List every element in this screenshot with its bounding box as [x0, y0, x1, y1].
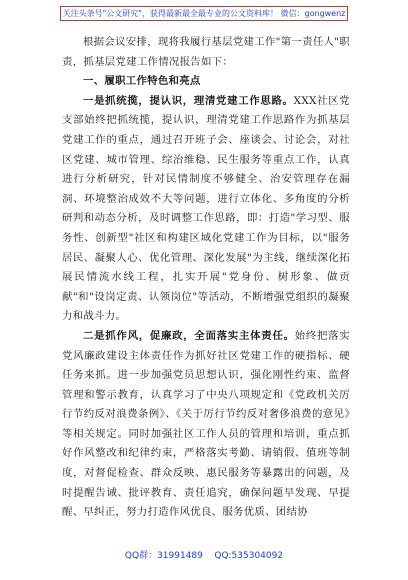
point-two-paragraph: [62, 327, 350, 523]
point-two-body: 始终把落实党风廉政建设主体责任作为抓好社区党建工作的硬指标、硬任务来抓。进一步加强党员思想认识，强化刚性约束、监督管理和警示教育，认真学习了中央八项规定和《党政机关厉行节约反对浪费条例》、《关于厉行节约反对奢侈浪费的意见》等相关规定。同时加强社区工作人员的管理和培训，重点抓好作风整改和纪律约束，严格落实考勤、请销假、值班等制度，对督促检查、群众反映、惠民服务等暴露出的问题，及时提醒告诫、批评教育、责任追究，确保问题早发现、早提醒、早纠正，努力打造作风优良、服务优质、团结协: [62, 329, 350, 519]
point-two-lead: 二是抓作风，促廉政，全面落实主体责任。: [83, 329, 295, 342]
point-one-lead: 一是抓统揽，提认识，理清党建工作思路。: [83, 94, 294, 107]
intro-paragraph: 根据会议安排，现将我履行基层党建工作"第一责任人"职责，抓基层党建工作情况报告如下：: [62, 36, 350, 68]
footer-qq-group: QQ群：31991489: [124, 551, 203, 561]
promo-banner: [60, 6, 348, 21]
footer-qq: QQ:535304092: [214, 551, 284, 561]
document-body: [62, 33, 350, 523]
point-one-body: XXX社区党支部始终把抓统揽，提认识，理清党建工作思路作为抓基层党建工作的重点，通过召开班子会、座谈会、讨论会，对社区党建、城市管理、综治维稳、民生服务等重点工作，认真进行分析研究，针对民情制度不够健全、治安管理存在漏洞、环境整治成效不大等问题，进行立体化、多角度的分析研判和动态分析，及时调整工作思路，即：打造"学习型、服务性、创新型"社区和构建区域化党建工作为目标，以"服务居民、凝聚人心、优化管理、深化发展"为主线，继续深化拓展民情流水线工程，扎实开展"党身份、树形象、做贡献"和"设岗定责、认领岗位"等活动，不断增强党组织的凝聚力和战斗力。: [62, 94, 350, 323]
section-heading: 一、履职工作特色和亮点: [83, 75, 201, 88]
promo-banner-text: 关注头条号"公文研究"，获得最新最全最专业的公文资料库！ 微信：gongwenz: [62, 9, 346, 18]
point-one-paragraph: [62, 92, 350, 327]
footer-contact: [0, 548, 408, 561]
